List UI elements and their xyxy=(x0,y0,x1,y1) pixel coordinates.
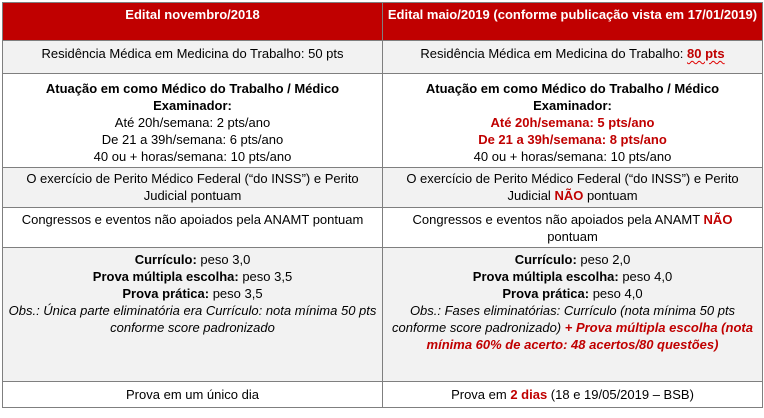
table-row xyxy=(3,208,763,248)
cell-2018 xyxy=(3,74,383,168)
congressos-2019-suffix: pontuam xyxy=(547,229,598,244)
cell-2019 xyxy=(383,382,763,408)
cell-2019 xyxy=(383,168,763,208)
atuacao-line: Até 20h/semana: 2 pts/ano xyxy=(114,115,271,130)
pesos-pratica: Prova prática: peso 4,0 xyxy=(502,286,643,301)
cell-2019 xyxy=(383,208,763,248)
pesos-pratica: Prova prática: peso 3,5 xyxy=(122,286,263,301)
header-col-2018: Edital novembro/2018 xyxy=(3,3,383,41)
atuacao-line: De 21 a 39h/semana: 8 pts/ano xyxy=(478,132,667,147)
prova-dias-2019-emph: 2 dias xyxy=(510,387,548,402)
prova-dias-2018: Prova em um único dia xyxy=(126,387,259,402)
residencia-2019-label: Residência Médica em Medicina do Trabalho: xyxy=(420,46,688,61)
table-row xyxy=(3,382,763,408)
prova-dias-2019-text: Prova em xyxy=(451,387,511,402)
perito-2018: O exercício de Perito Médico Federal (“do INSS”) e Perito Judicial pontuam xyxy=(26,171,359,203)
cell-2018 xyxy=(3,248,383,382)
cell-2019 xyxy=(383,41,763,74)
comparison-table xyxy=(2,2,763,408)
prova-dias-2019-suffix: (18 e 19/05/2019 – BSB) xyxy=(547,387,694,402)
atuacao-line: Até 20h/semana: 5 pts/ano xyxy=(490,115,655,130)
perito-2019-suffix: pontuam xyxy=(583,188,638,203)
pesos-obs: Obs.: Única parte eliminatória era Currículo: nota mínima 50 pts conforme score padronizado xyxy=(8,303,377,335)
pesos-obs: Obs.: Fases eliminatórias: Currículo (nota mínima 50 pts conforme score padronizado) + Prova múltipla escolha (nota mínima 60% de acerto: 48 acertos/80 questões) xyxy=(392,303,753,352)
perito-2019-emph: NÃO xyxy=(554,188,584,203)
residencia-2019-value: 80 pts xyxy=(687,46,725,61)
cell-2018 xyxy=(3,41,383,74)
congressos-2019-text: Congressos e eventos não apoiados pela ANAMT xyxy=(412,212,704,227)
atuacao-line: De 21 a 39h/semana: 6 pts/ano xyxy=(101,132,284,147)
congressos-2018: Congressos e eventos não apoiados pela ANAMT pontuam xyxy=(21,212,364,227)
table-row xyxy=(3,74,763,168)
residencia-2018: Residência Médica em Medicina do Trabalho: 50 pts xyxy=(41,46,344,61)
atuacao-line: 40 ou + horas/semana: 10 pts/ano xyxy=(93,149,292,164)
header-col-2019: Edital maio/2019 (conforme publicação vista em 17/01/2019) xyxy=(383,3,763,41)
cell-2018 xyxy=(3,208,383,248)
pesos-multipla: Prova múltipla escolha: peso 4,0 xyxy=(472,269,673,284)
atuacao-heading: Atuação em como Médico do Trabalho / Médico Examinador: xyxy=(45,81,340,113)
table-row xyxy=(3,41,763,74)
pesos-curriculo: Currículo: peso 2,0 xyxy=(514,252,631,267)
pesos-multipla: Prova múltipla escolha: peso 3,5 xyxy=(92,269,293,284)
congressos-2019-emph: NÃO xyxy=(703,212,733,227)
table-row xyxy=(3,248,763,382)
cell-2019 xyxy=(383,248,763,382)
perito-2019-text: O exercício de Perito Médico Federal (“do INSS”) e Perito Judicial xyxy=(406,171,739,203)
cell-2019 xyxy=(383,74,763,168)
cell-2018 xyxy=(3,168,383,208)
header-row xyxy=(3,3,763,41)
atuacao-heading: Atuação em como Médico do Trabalho / Médico Examinador: xyxy=(425,81,720,113)
table-row xyxy=(3,168,763,208)
cell-2018 xyxy=(3,382,383,408)
pesos-curriculo: Currículo: peso 3,0 xyxy=(134,252,251,267)
atuacao-line: 40 ou + horas/semana: 10 pts/ano xyxy=(473,149,672,164)
